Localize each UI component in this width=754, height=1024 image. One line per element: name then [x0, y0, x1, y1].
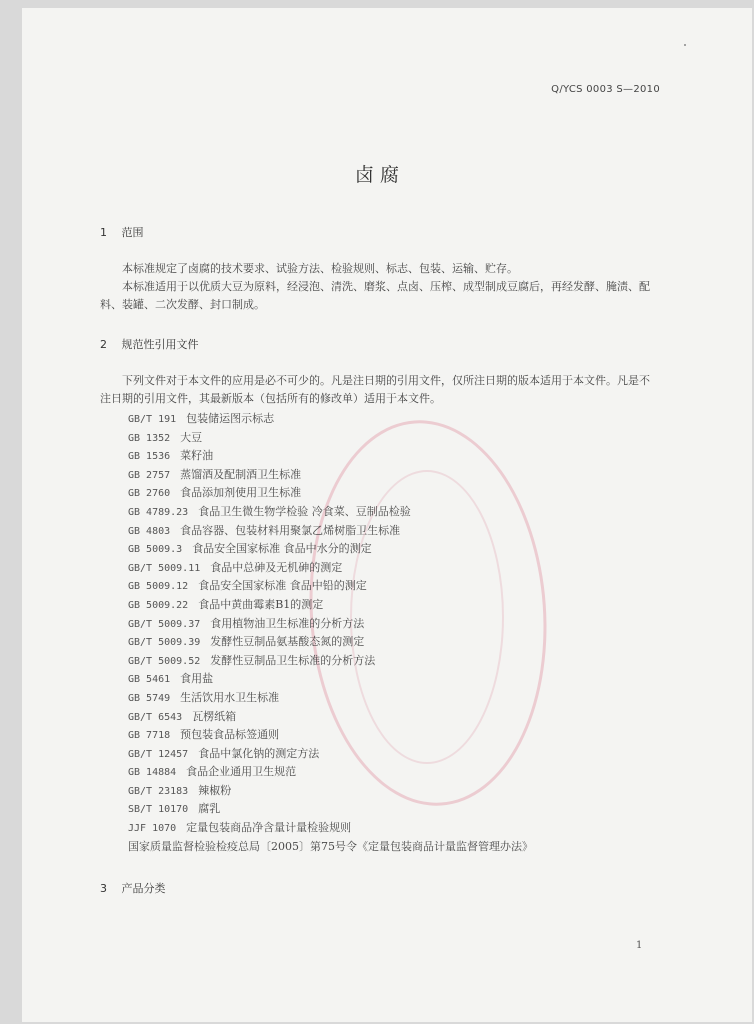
references-intro-paragraph: [100, 372, 660, 408]
reference-title: 食用植物油卫生标准的分析方法: [210, 616, 365, 630]
reference-title: 发酵性豆制品卫生标准的分析方法: [210, 653, 376, 667]
reference-item: [128, 726, 668, 745]
section-heading-normative-references: [100, 336, 199, 352]
reference-item: [128, 782, 668, 801]
reference-code: GB 5009.22: [128, 599, 189, 611]
section-title: 范围: [121, 226, 144, 239]
reference-code: GB 5749: [128, 692, 171, 704]
reference-title: 食品卫生微生物学检验 冷食菜、豆制品检验: [198, 504, 411, 518]
reference-code: GB 4803: [128, 525, 171, 537]
reference-code: GB/T 5009.11: [128, 562, 201, 574]
reference-title: 食品安全国家标准 食品中铅的测定: [198, 579, 367, 593]
reference-title: 食品企业通用卫生规范: [186, 765, 297, 779]
paragraph-text: 下列文件对于本文件的应用是必不可少的。凡是注日期的引用文件，仅所注日期的版本适用于本文件。凡是不注日期的引用文件，其最新版本（包括所有的修改单）适用于本文件。: [100, 374, 650, 405]
reference-item: [128, 819, 668, 838]
reference-title: 蒸馏酒及配制酒卫生标准: [180, 467, 302, 481]
reference-code: GB/T 5009.52: [128, 655, 201, 667]
reference-item: [128, 447, 668, 466]
reference-title: 食品添加剂使用卫生标准: [180, 486, 302, 500]
scan-speck: [684, 44, 686, 46]
reference-code: GB 7718: [128, 730, 171, 742]
reference-title: 瓦楞纸箱: [192, 709, 237, 723]
reference-item: [128, 484, 668, 503]
reference-title: 定量包装商品净含量计量检验规则: [186, 821, 352, 835]
reference-title: 食品安全国家标准 食品中水分的测定: [192, 542, 372, 556]
reference-title: 食品中氯化钠的测定方法: [198, 746, 320, 760]
reference-item: [128, 540, 668, 559]
reference-title: 食用盐: [180, 672, 214, 686]
reference-item: [128, 745, 668, 764]
reference-item: [128, 522, 668, 541]
section-number: 2: [100, 338, 107, 351]
scope-paragraph-2: [100, 278, 660, 314]
reference-item: [128, 429, 668, 448]
scope-paragraph-1: [100, 260, 660, 278]
reference-title: 预包装食品标签通则: [180, 728, 280, 742]
section-title: 产品分类: [121, 882, 166, 895]
section-heading-product-classification: [100, 880, 166, 896]
reference-item: [128, 615, 668, 634]
reference-title: 生活饮用水卫生标准: [180, 690, 280, 704]
reference-code: GB/T 12457: [128, 748, 189, 760]
section-heading-scope: [100, 224, 144, 240]
reference-code: GB/T 6543: [128, 711, 183, 723]
reference-title: 腐乳: [198, 802, 221, 816]
reference-code: GB 4789.23: [128, 506, 189, 518]
reference-title: 食品中总砷及无机砷的测定: [210, 560, 343, 574]
reference-item: [128, 503, 668, 522]
reference-title: 发酵性豆制品氨基酸态氮的测定: [210, 635, 365, 649]
reference-item: [128, 577, 668, 596]
paragraph-text: 本标准适用于以优质大豆为原料，经浸泡、清洗、磨浆、点卤、压榨、成型制成豆腐后，再经发酵、腌渍、配料、装罐、二次发酵、封口制成。: [100, 280, 650, 311]
reference-code: GB 5461: [128, 674, 171, 686]
reference-item: [128, 670, 668, 689]
reference-code: JJF 1070: [128, 823, 177, 835]
reference-item: [128, 410, 668, 429]
reference-code: GB 5009.3: [128, 544, 183, 556]
reference-title: 国家质量监督检验检疫总局〔2005〕第75号令《定量包装商品计量监督管理办法》: [128, 839, 533, 853]
reference-title: 辣椒粉: [198, 783, 232, 797]
section-number: 1: [100, 226, 107, 239]
reference-code: GB/T 23183: [128, 785, 189, 797]
reference-item: [128, 708, 668, 727]
reference-code: GB/T 5009.39: [128, 637, 201, 649]
reference-item: [128, 689, 668, 708]
reference-item: [128, 652, 668, 671]
reference-title: 食品中黄曲霉素B1的测定: [198, 597, 324, 611]
reference-item: [128, 763, 668, 782]
reference-code: GB 14884: [128, 767, 177, 779]
section-number: 3: [100, 882, 107, 895]
document-title: 卤腐: [354, 164, 405, 186]
page-number: 1: [636, 940, 643, 951]
reference-title: 菜籽油: [180, 449, 214, 463]
paragraph-text: 本标准规定了卤腐的技术要求、试验方法、检验规则、标志、包装、运输、贮存。: [122, 262, 518, 275]
reference-item: [128, 466, 668, 485]
reference-code: GB 1352: [128, 432, 171, 444]
reference-code: GB 1536: [128, 451, 171, 463]
reference-code: GB 5009.12: [128, 581, 189, 593]
standard-code: Q/YCS 0003 S—2010: [551, 84, 660, 95]
reference-item: [128, 838, 668, 857]
section-title: 规范性引用文件: [121, 338, 199, 351]
reference-item: [128, 596, 668, 615]
reference-code: GB/T 191: [128, 414, 177, 425]
reference-title: 食品容器、包装材料用聚氯乙烯树脂卫生标准: [180, 523, 401, 537]
reference-item: [128, 633, 668, 652]
reference-title: 包装储运图示标志: [186, 412, 275, 425]
reference-list: [128, 410, 668, 856]
reference-code: GB 2760: [128, 488, 171, 500]
reference-item: [128, 800, 668, 819]
reference-title: 大豆: [180, 430, 203, 444]
reference-code: GB/T 5009.37: [128, 618, 201, 630]
reference-code: GB 2757: [128, 469, 171, 481]
reference-item: [128, 559, 668, 578]
reference-code: SB/T 10170: [128, 804, 189, 816]
